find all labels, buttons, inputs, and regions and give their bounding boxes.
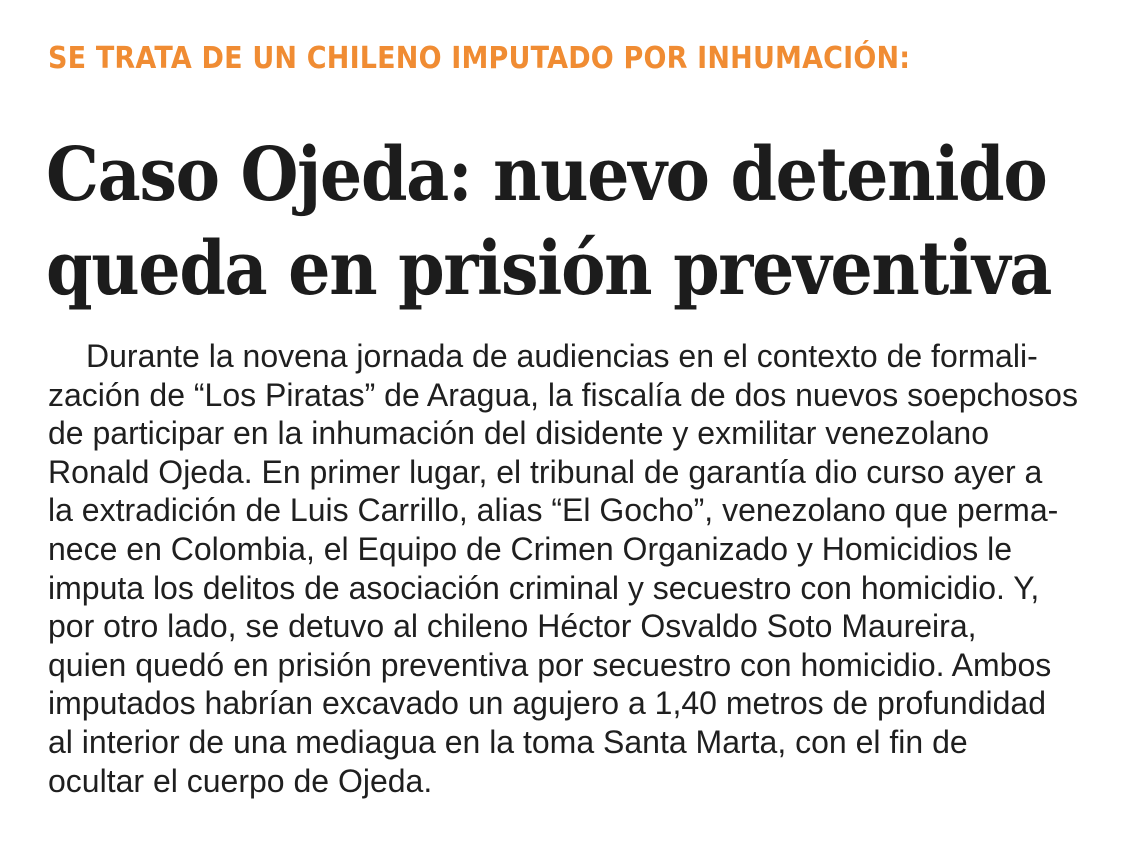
body-line-10: imputados habrían excavado un agujero a 1,40 metros de profundidad [48, 685, 1047, 722]
headline-line-2: queda en prisión preventiva [46, 226, 1052, 312]
body-line-8: por otro lado, se detuvo al chileno Héctor Osvaldo Soto Maureira, [48, 608, 977, 645]
body-line-1: Durante la novena jornada de audiencias en el contexto de formali- [86, 338, 1038, 374]
article-body [48, 337, 1108, 800]
body-line-7: imputa los delitos de asociación criminal y secuestro con homicidio. Y, [48, 569, 1040, 606]
body-line-11: al interior de una mediagua en la toma Santa Marta, con el fin de [48, 723, 968, 760]
body-line-12: ocultar el cuerpo de Ojeda. [48, 762, 433, 799]
headline-line-1: Caso Ojeda: nuevo detenido [46, 132, 1047, 218]
body-line-9: quien quedó en prisión preventiva por secuestro con homicidio. Ambos [48, 646, 1052, 683]
body-line-3: de participar en la inhumación del disidente y exmilitar venezolano [48, 415, 989, 452]
article-headline [46, 128, 1052, 316]
article-kicker: SE TRATA DE UN CHILENO IMPUTADO POR INHUMACIÓN: [48, 41, 911, 76]
body-line-5: la extradición de Luis Carrillo, alias “El Gocho”, venezolano que perma- [48, 492, 1059, 529]
body-line-2: zación de “Los Piratas” de Aragua, la fiscalía de dos nuevos soepchosos [48, 376, 1078, 413]
body-line-6: nece en Colombia, el Equipo de Crimen Organizado y Homicidios le [48, 530, 1013, 567]
body-line-4: Ronald Ojeda. En primer lugar, el tribunal de garantía dio curso ayer a [48, 453, 1043, 490]
